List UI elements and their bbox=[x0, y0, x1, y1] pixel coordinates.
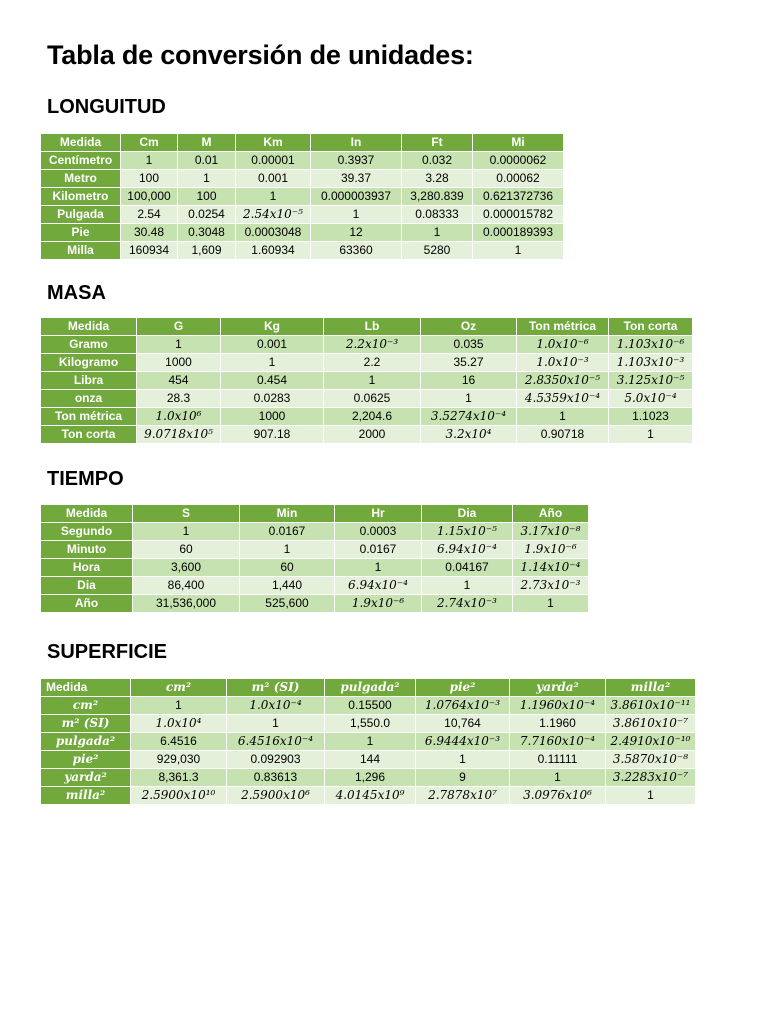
masa-table bbox=[40, 317, 693, 444]
table-cell: 1 bbox=[510, 769, 606, 787]
row-header: Kilogramo bbox=[41, 354, 137, 372]
table-cell: 1,609 bbox=[178, 242, 236, 260]
table-cell: 1.60934 bbox=[236, 242, 311, 260]
table-cell: 3.8610x10⁻¹¹ bbox=[606, 697, 696, 715]
table-cell: 1 bbox=[402, 224, 473, 242]
table-cell: 3.17x10⁻⁸ bbox=[513, 523, 589, 541]
table-cell: 1000 bbox=[137, 354, 221, 372]
table-cell: 1.0x10⁻⁶ bbox=[517, 336, 609, 354]
table-cell: 0.83613 bbox=[227, 769, 325, 787]
table-cell: 1 bbox=[236, 188, 311, 206]
table-row bbox=[41, 426, 693, 444]
table-cell: 1 bbox=[240, 541, 335, 559]
table-cell: 0.01 bbox=[178, 152, 236, 170]
table-row bbox=[41, 390, 693, 408]
table-cell: 0.032 bbox=[402, 152, 473, 170]
table-row bbox=[41, 242, 564, 260]
table-cell: 2.2x10⁻³ bbox=[324, 336, 421, 354]
table-row bbox=[41, 408, 693, 426]
column-header: Kg bbox=[221, 318, 324, 336]
table-cell: 4.5359x10⁻⁴ bbox=[517, 390, 609, 408]
row-header: Año bbox=[41, 595, 133, 613]
table-row bbox=[41, 769, 696, 787]
table-row bbox=[41, 559, 589, 577]
row-header: Libra bbox=[41, 372, 137, 390]
column-header: G bbox=[137, 318, 221, 336]
table-cell: 1 bbox=[131, 697, 227, 715]
table-cell: 1.15x10⁻⁵ bbox=[422, 523, 513, 541]
row-header: cm² bbox=[41, 697, 131, 715]
table-cell: 0.000189393 bbox=[473, 224, 564, 242]
table-cell: 0.001 bbox=[221, 336, 324, 354]
table-cell: 3.8610x10⁻⁷ bbox=[606, 715, 696, 733]
table-cell: 3.125x10⁻⁵ bbox=[609, 372, 693, 390]
table-row bbox=[41, 152, 564, 170]
table-cell: 1.1960 bbox=[510, 715, 606, 733]
table-row bbox=[41, 206, 564, 224]
table-cell: 100,000 bbox=[121, 188, 178, 206]
table-cell: 6.94x10⁻⁴ bbox=[335, 577, 422, 595]
table-cell: 86,400 bbox=[133, 577, 240, 595]
table-cell: 7.7160x10⁻⁴ bbox=[510, 733, 606, 751]
table-cell: 0.00001 bbox=[236, 152, 311, 170]
table-cell: 39.37 bbox=[311, 170, 402, 188]
column-header: Cm bbox=[121, 134, 178, 152]
table-cell: 4.0145x10⁹ bbox=[325, 787, 416, 805]
table-cell: 0.000003937 bbox=[311, 188, 402, 206]
table-cell: 2.54 bbox=[121, 206, 178, 224]
table-cell: 1.9x10⁻⁶ bbox=[335, 595, 422, 613]
table-cell: 0.000015782 bbox=[473, 206, 564, 224]
column-header: S bbox=[133, 505, 240, 523]
page-title: Tabla de conversión de unidades: bbox=[47, 40, 474, 70]
superficie-table bbox=[40, 678, 696, 805]
table-cell: 0.08333 bbox=[402, 206, 473, 224]
row-header: pulgada² bbox=[41, 733, 131, 751]
table-cell: 3.2x10⁴ bbox=[421, 426, 517, 444]
column-header: pie² bbox=[416, 679, 510, 697]
table-cell: 525,600 bbox=[240, 595, 335, 613]
table-cell: 9.0718x10⁵ bbox=[137, 426, 221, 444]
table-cell: 0.0167 bbox=[335, 541, 422, 559]
table-cell: 1 bbox=[325, 733, 416, 751]
column-header: Medida bbox=[41, 318, 137, 336]
longitud-table bbox=[40, 133, 564, 260]
column-header: Ton métrica bbox=[517, 318, 609, 336]
column-header: Año bbox=[513, 505, 589, 523]
column-header: Medida bbox=[41, 505, 133, 523]
section-heading-masa: MASA bbox=[47, 282, 106, 304]
table-cell: 0.0167 bbox=[240, 523, 335, 541]
row-header: onza bbox=[41, 390, 137, 408]
column-header: Km bbox=[236, 134, 311, 152]
table-row bbox=[41, 697, 696, 715]
table-cell: 16 bbox=[421, 372, 517, 390]
table-cell: 1 bbox=[121, 152, 178, 170]
table-cell: 1.0764x10⁻³ bbox=[416, 697, 510, 715]
table-cell: 0.621372736 bbox=[473, 188, 564, 206]
table-cell: 2.5900x10⁶ bbox=[227, 787, 325, 805]
column-header: Ton corta bbox=[609, 318, 693, 336]
table-row bbox=[41, 354, 693, 372]
table-cell: 63360 bbox=[311, 242, 402, 260]
table-cell: 100 bbox=[178, 188, 236, 206]
tiempo-table bbox=[40, 504, 589, 613]
table-cell: 2.5900x10¹⁰ bbox=[131, 787, 227, 805]
column-header: Hr bbox=[335, 505, 422, 523]
table-cell: 1.0x10⁻⁴ bbox=[227, 697, 325, 715]
table-cell: 3.28 bbox=[402, 170, 473, 188]
table-cell: 1 bbox=[137, 336, 221, 354]
table-cell: 0.11111 bbox=[510, 751, 606, 769]
table-cell: 0.0003048 bbox=[236, 224, 311, 242]
table-cell: 1.0x10⁶ bbox=[137, 408, 221, 426]
table-cell: 2.54x10⁻⁵ bbox=[236, 206, 311, 224]
table-cell: 3.0976x10⁶ bbox=[510, 787, 606, 805]
table-cell: 0.0000062 bbox=[473, 152, 564, 170]
table-cell: 0.0625 bbox=[324, 390, 421, 408]
table-cell: 3,600 bbox=[133, 559, 240, 577]
table-cell: 0.0003 bbox=[335, 523, 422, 541]
table-cell: 1 bbox=[227, 715, 325, 733]
row-header: Gramo bbox=[41, 336, 137, 354]
table-cell: 929,030 bbox=[131, 751, 227, 769]
masa-header-row bbox=[41, 318, 693, 336]
table-cell: 60 bbox=[240, 559, 335, 577]
table-cell: 1 bbox=[324, 372, 421, 390]
table-cell: 0.90718 bbox=[517, 426, 609, 444]
table-cell: 31,536,000 bbox=[133, 595, 240, 613]
table-cell: 3,280.839 bbox=[402, 188, 473, 206]
table-cell: 0.001 bbox=[236, 170, 311, 188]
row-header: Minuto bbox=[41, 541, 133, 559]
column-header: milla² bbox=[606, 679, 696, 697]
table-cell: 0.0283 bbox=[221, 390, 324, 408]
table-row bbox=[41, 595, 589, 613]
table-cell: 1.1960x10⁻⁴ bbox=[510, 697, 606, 715]
column-header: Medida bbox=[41, 134, 121, 152]
table-cell: 2.74x10⁻³ bbox=[422, 595, 513, 613]
table-cell: 100 bbox=[121, 170, 178, 188]
table-cell: 1 bbox=[422, 577, 513, 595]
table-cell: 1 bbox=[606, 787, 696, 805]
row-header: Ton corta bbox=[41, 426, 137, 444]
table-cell: 0.092903 bbox=[227, 751, 325, 769]
table-row bbox=[41, 372, 693, 390]
table-row bbox=[41, 224, 564, 242]
table-cell: 10,764 bbox=[416, 715, 510, 733]
table-cell: 1 bbox=[517, 408, 609, 426]
table-row bbox=[41, 787, 696, 805]
table-cell: 2.7878x10⁷ bbox=[416, 787, 510, 805]
column-header: Dia bbox=[422, 505, 513, 523]
table-cell: 1.0x10⁴ bbox=[131, 715, 227, 733]
table-cell: 0.454 bbox=[221, 372, 324, 390]
table-cell: 0.3937 bbox=[311, 152, 402, 170]
table-cell: 1 bbox=[133, 523, 240, 541]
table-row bbox=[41, 541, 589, 559]
column-header: cm² bbox=[131, 679, 227, 697]
row-header: Milla bbox=[41, 242, 121, 260]
table-row bbox=[41, 188, 564, 206]
row-header: m² (SI) bbox=[41, 715, 131, 733]
row-header: Dia bbox=[41, 577, 133, 595]
table-cell: 907.18 bbox=[221, 426, 324, 444]
row-header: Ton métrica bbox=[41, 408, 137, 426]
row-header: milla² bbox=[41, 787, 131, 805]
row-header: Pulgada bbox=[41, 206, 121, 224]
row-header: Hora bbox=[41, 559, 133, 577]
table-cell: 0.0254 bbox=[178, 206, 236, 224]
table-cell: 3.5870x10⁻⁸ bbox=[606, 751, 696, 769]
table-cell: 9 bbox=[416, 769, 510, 787]
table-cell: 144 bbox=[325, 751, 416, 769]
table-cell: 0.3048 bbox=[178, 224, 236, 242]
table-cell: 1.0x10⁻³ bbox=[517, 354, 609, 372]
table-cell: 8,361.3 bbox=[131, 769, 227, 787]
table-row bbox=[41, 523, 589, 541]
table-cell: 2.73x10⁻³ bbox=[513, 577, 589, 595]
tiempo-header-row bbox=[41, 505, 589, 523]
table-row bbox=[41, 170, 564, 188]
table-cell: 5.0x10⁻⁴ bbox=[609, 390, 693, 408]
table-cell: 28.3 bbox=[137, 390, 221, 408]
table-cell: 1 bbox=[311, 206, 402, 224]
table-cell: 1 bbox=[221, 354, 324, 372]
section-heading-tiempo: TIEMPO bbox=[47, 468, 124, 490]
table-row bbox=[41, 577, 589, 595]
superficie-header-row bbox=[41, 679, 696, 697]
row-header: Kilometro bbox=[41, 188, 121, 206]
table-cell: 2,204.6 bbox=[324, 408, 421, 426]
column-header: pulgada² bbox=[325, 679, 416, 697]
table-cell: 6.9444x10⁻³ bbox=[416, 733, 510, 751]
table-row bbox=[41, 733, 696, 751]
table-cell: 160934 bbox=[121, 242, 178, 260]
table-cell: 1.9x10⁻⁶ bbox=[513, 541, 589, 559]
table-cell: 1.103x10⁻³ bbox=[609, 354, 693, 372]
table-cell: 1.14x10⁻⁴ bbox=[513, 559, 589, 577]
table-cell: 12 bbox=[311, 224, 402, 242]
row-header: Segundo bbox=[41, 523, 133, 541]
row-header: Pie bbox=[41, 224, 121, 242]
table-cell: 1.103x10⁻⁶ bbox=[609, 336, 693, 354]
table-cell: 3.5274x10⁻⁴ bbox=[421, 408, 517, 426]
row-header: Metro bbox=[41, 170, 121, 188]
column-header: m² (SI) bbox=[227, 679, 325, 697]
column-header: Lb bbox=[324, 318, 421, 336]
table-cell: 1 bbox=[335, 559, 422, 577]
table-cell: 6.4516x10⁻⁴ bbox=[227, 733, 325, 751]
column-header: Medida bbox=[41, 679, 131, 697]
table-cell: 3.2283x10⁻⁷ bbox=[606, 769, 696, 787]
row-header: pie² bbox=[41, 751, 131, 769]
table-cell: 2.8350x10⁻⁵ bbox=[517, 372, 609, 390]
table-cell: 6.4516 bbox=[131, 733, 227, 751]
table-cell: 1 bbox=[609, 426, 693, 444]
table-row bbox=[41, 751, 696, 769]
table-cell: 1 bbox=[416, 751, 510, 769]
table-cell: 6.94x10⁻⁴ bbox=[422, 541, 513, 559]
table-cell: 5280 bbox=[402, 242, 473, 260]
table-row bbox=[41, 715, 696, 733]
column-header: Oz bbox=[421, 318, 517, 336]
table-cell: 0.00062 bbox=[473, 170, 564, 188]
table-cell: 30.48 bbox=[121, 224, 178, 242]
table-cell: 1,550.0 bbox=[325, 715, 416, 733]
row-header: yarda² bbox=[41, 769, 131, 787]
table-cell: 60 bbox=[133, 541, 240, 559]
table-cell: 2000 bbox=[324, 426, 421, 444]
table-cell: 0.035 bbox=[421, 336, 517, 354]
column-header: Mi bbox=[473, 134, 564, 152]
column-header: yarda² bbox=[510, 679, 606, 697]
row-header: Centímetro bbox=[41, 152, 121, 170]
table-cell: 2.4910x10⁻¹⁰ bbox=[606, 733, 696, 751]
table-cell: 1 bbox=[473, 242, 564, 260]
column-header: Ft bbox=[402, 134, 473, 152]
table-cell: 1,296 bbox=[325, 769, 416, 787]
table-cell: 1,440 bbox=[240, 577, 335, 595]
table-cell: 2.2 bbox=[324, 354, 421, 372]
column-header: M bbox=[178, 134, 236, 152]
table-cell: 454 bbox=[137, 372, 221, 390]
column-header: In bbox=[311, 134, 402, 152]
column-header: Min bbox=[240, 505, 335, 523]
table-cell: 1000 bbox=[221, 408, 324, 426]
table-cell: 1 bbox=[513, 595, 589, 613]
table-cell: 1 bbox=[178, 170, 236, 188]
table-cell: 0.15500 bbox=[325, 697, 416, 715]
longitud-header-row bbox=[41, 134, 564, 152]
table-cell: 0.04167 bbox=[422, 559, 513, 577]
table-cell: 35.27 bbox=[421, 354, 517, 372]
table-cell: 1.1023 bbox=[609, 408, 693, 426]
section-heading-longitud: LONGUITUD bbox=[47, 96, 166, 118]
table-row bbox=[41, 336, 693, 354]
section-heading-superficie: SUPERFICIE bbox=[47, 641, 168, 663]
table-cell: 1 bbox=[421, 390, 517, 408]
